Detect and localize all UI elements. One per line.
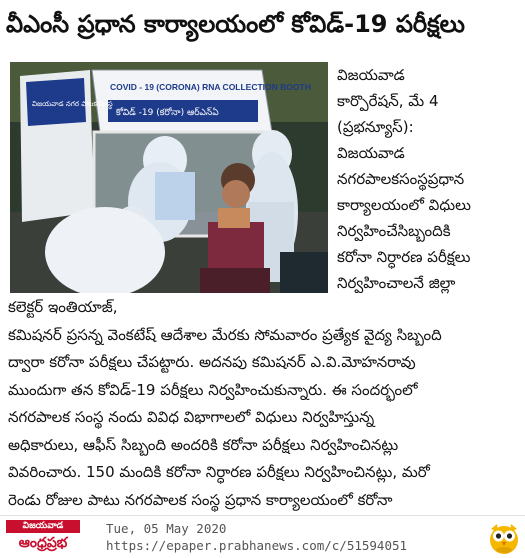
- side-line: నిర్వహించేసిబ్బందికి: [337, 222, 451, 240]
- andhra-prabha-logo[interactable]: [6, 520, 80, 554]
- side-line: నిర్వహించాలనే జిల్లా: [337, 274, 456, 292]
- body-line: కలెక్టర్ ఇంతియాజ్,: [8, 298, 118, 316]
- booth-title: COVID - 19 (CORONA) RNA COLLECTION BOOTH: [110, 82, 311, 92]
- booth-side-label: విజయవాడ నగర పాలక సంస్థ: [32, 100, 113, 108]
- logo-masthead: ఆంధ్రప్రభ: [18, 535, 68, 551]
- side-line: విజయవాడ: [337, 144, 405, 162]
- body-line: రెండు రోజుల పాటు నగరపాలక సంస్థ ప్రధాన కార్యాలయంలో కరోనా: [8, 490, 393, 509]
- epaper-url[interactable]: https://epaper.prabhanews.com/c/51594051: [106, 538, 408, 553]
- epaper-footer: [0, 515, 525, 558]
- body-line: కమిషనర్ ప్రసన్న వెంకటేష్ ఆదేశాల మేరకు సోమవారం ప్రత్యేక వైద్య సిబ్బంది: [8, 325, 442, 344]
- side-line: నగరపాలకసంస్థప్రధాన: [337, 170, 465, 188]
- side-line: కార్యాలయంలో విధులు: [337, 196, 471, 214]
- booth-telugu: కోవిడ్ -19 (కరోనా) ఆర్ఎన్ఏ: [116, 108, 219, 118]
- headline: వీఎంసీ ప్రధాన కార్యాలయంలో కోవిడ్-19 పరీక్షలు: [6, 10, 465, 38]
- body-line: ముందుగా తన కోవిడ్-19 పరీక్షలు నిర్వహించుకున్నారు. ఈ సందర్భంలో: [8, 380, 418, 399]
- publish-date: Tue, 05 May 2020: [106, 521, 227, 536]
- article-photo: [10, 62, 328, 293]
- logo-edition: విజయవాడ: [6, 520, 80, 533]
- side-column: [337, 62, 517, 296]
- body-line: వివరించారు. 150 మందికి కరోనా నిర్ధారణ పరీక్షలు నిర్వహించినట్లు, మరో: [8, 463, 430, 481]
- body-text: [8, 294, 520, 515]
- body-line: ద్వారా కరోనా పరీక్షలు చేపట్టారు. అదనపు కమిషనర్ ఎ.వి.మోహనరావు: [8, 353, 416, 371]
- covid-test-booth-image: [10, 62, 328, 293]
- owl-mascot-icon: [488, 521, 520, 555]
- side-line: విజయవాడ: [337, 66, 405, 84]
- body-line: నగరపాలక సంస్థ నందు వివిధ విభాగాలలో విధులు నిర్వహిస్తున్న: [8, 408, 375, 426]
- body-line: అధికారులు, ఆఫీస్ సిబ్బంది అందరికి కరోనా పరీక్షలు నిర్వహించినట్లు: [8, 435, 399, 454]
- side-line: కార్పొరేషన్, మే 4: [337, 92, 439, 110]
- footer-meta: [106, 520, 407, 554]
- side-line: కరోనా నిర్ధారణ పరీక్షలు: [337, 248, 471, 266]
- side-line: (ప్రభన్యూస్):: [337, 118, 414, 136]
